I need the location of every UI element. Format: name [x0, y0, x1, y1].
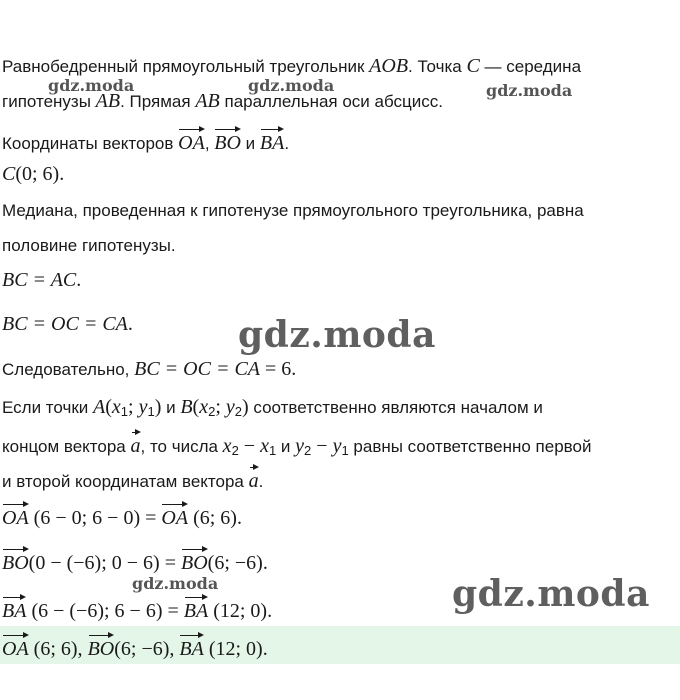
math-coords: (0; 6). — [15, 163, 65, 185]
text: Медиана, проведенная к гипотенузе прямоугольного треугольника, равна — [2, 201, 584, 220]
vector-bo: BO — [2, 548, 29, 574]
text: и второй координатам вектора — [2, 472, 249, 491]
math-point-a: A — [92, 396, 106, 418]
math-expression: (6 − (−6); 6 − 6) = — [26, 600, 184, 622]
math-x: x — [222, 435, 232, 457]
text: соответственно являются началом и — [248, 398, 543, 417]
math-equation: BC = AC — [2, 269, 77, 291]
math-sub: 1 — [147, 404, 155, 419]
line-15 — [2, 596, 272, 623]
vector-oa: OA — [2, 634, 29, 660]
text: Координаты векторов — [2, 134, 179, 153]
watermark: gdz.moda — [486, 81, 573, 100]
math-result: (6; 6). — [188, 507, 242, 529]
vector-a: a — [131, 431, 141, 457]
math-sub: 2 — [208, 404, 216, 419]
math-punct: . — [76, 269, 82, 291]
text: . — [284, 134, 290, 153]
text: половине гипотенузы. — [2, 236, 176, 255]
text: и — [161, 398, 181, 417]
math-semicolon: ; — [128, 396, 139, 418]
math-result: (12; 0). — [203, 638, 268, 660]
math-y: y — [332, 435, 342, 457]
watermark: gdz.moda — [238, 314, 436, 356]
math-ab: AB — [195, 90, 220, 112]
line-3 — [2, 128, 289, 155]
watermark: gdz.moda — [48, 76, 135, 95]
math-x: x — [260, 435, 269, 457]
math-sub: 1 — [268, 443, 277, 458]
line-7 — [2, 269, 81, 292]
math-paren: ) — [242, 396, 249, 418]
vector-bo: BO — [214, 128, 241, 154]
math-result: (6; −6), — [114, 638, 180, 660]
math-point-b: B — [180, 396, 193, 418]
math-y: y — [225, 396, 235, 418]
line-9 — [2, 358, 296, 381]
line-10 — [2, 396, 543, 423]
watermark: gdz.moda — [248, 76, 335, 95]
math-c: C — [2, 163, 16, 185]
math-expression: (6 − 0; 6 − 0) = — [28, 507, 162, 529]
math-result: (6; −6). — [207, 552, 268, 574]
vector-bo: BO — [88, 634, 115, 660]
math-sub: 2 — [231, 443, 239, 458]
vector-ba: BA — [2, 596, 26, 622]
text: параллельная оси абсцисс. — [219, 92, 443, 111]
math-result: (12; 0). — [208, 600, 273, 622]
math-x: x — [199, 396, 209, 418]
math-y: y — [138, 396, 148, 418]
text: Следовательно, — [2, 360, 135, 379]
vector-oa: OA — [161, 503, 188, 529]
math-c: C — [466, 55, 480, 77]
line-5 — [2, 200, 584, 222]
math-minus: − — [238, 435, 261, 457]
vector-ba: BA — [260, 128, 284, 154]
math-paren: ( — [192, 396, 200, 418]
vector-oa: OA — [178, 128, 205, 154]
text: , — [204, 134, 215, 153]
line-12 — [2, 466, 263, 493]
math-aob: AOB — [369, 55, 409, 77]
line-14 — [2, 548, 268, 575]
math-ab: AB — [95, 90, 121, 112]
math-equation: BC = OC = CA — [2, 313, 128, 335]
math-punct: . — [127, 313, 133, 335]
vector-ba: BA — [184, 596, 208, 622]
math-sub: 2 — [304, 443, 312, 458]
math-equation: BC = OC = CA — [134, 358, 261, 380]
math-sub: 1 — [120, 404, 128, 419]
math-paren: ) — [154, 396, 162, 418]
math-expression: (0 − (−6); 0 − 6) = — [28, 552, 181, 574]
text: и — [276, 437, 296, 456]
math-value: = 6. — [260, 358, 297, 380]
line-8 — [2, 313, 133, 336]
text: . — [258, 472, 264, 491]
line-1 — [2, 55, 581, 78]
math-x: x — [111, 396, 121, 418]
math-sub: 1 — [341, 443, 349, 458]
line-6 — [2, 235, 176, 257]
watermark: gdz.moda — [452, 573, 650, 615]
math-minus: − — [311, 435, 333, 457]
vector-ba: BA — [179, 634, 203, 660]
text: равны соответственно первой — [348, 437, 592, 456]
text: гипотенузы — [2, 92, 96, 111]
line-11 — [2, 431, 591, 462]
line-13 — [2, 503, 242, 530]
math-result: (6; 6), — [28, 638, 88, 660]
text: Если точки — [2, 398, 93, 417]
watermark: gdz.moda — [132, 574, 219, 593]
math-sub: 2 — [234, 404, 243, 419]
text: — середина — [479, 57, 582, 76]
text: Равнобедренный прямоугольный треугольник — [2, 57, 370, 76]
text: концом вектора — [2, 437, 131, 456]
math-y: y — [295, 435, 305, 457]
vector-bo: BO — [181, 548, 208, 574]
text: . Точка — [408, 57, 467, 76]
math-paren: ( — [105, 396, 112, 418]
text: , то числа — [140, 437, 223, 456]
answer-line — [2, 634, 268, 661]
math-semicolon: ; — [215, 396, 226, 418]
text: и — [240, 134, 260, 153]
line-4 — [2, 163, 64, 186]
text: . Прямая — [120, 92, 196, 111]
vector-a: a — [249, 466, 259, 492]
vector-oa: OA — [2, 503, 29, 529]
